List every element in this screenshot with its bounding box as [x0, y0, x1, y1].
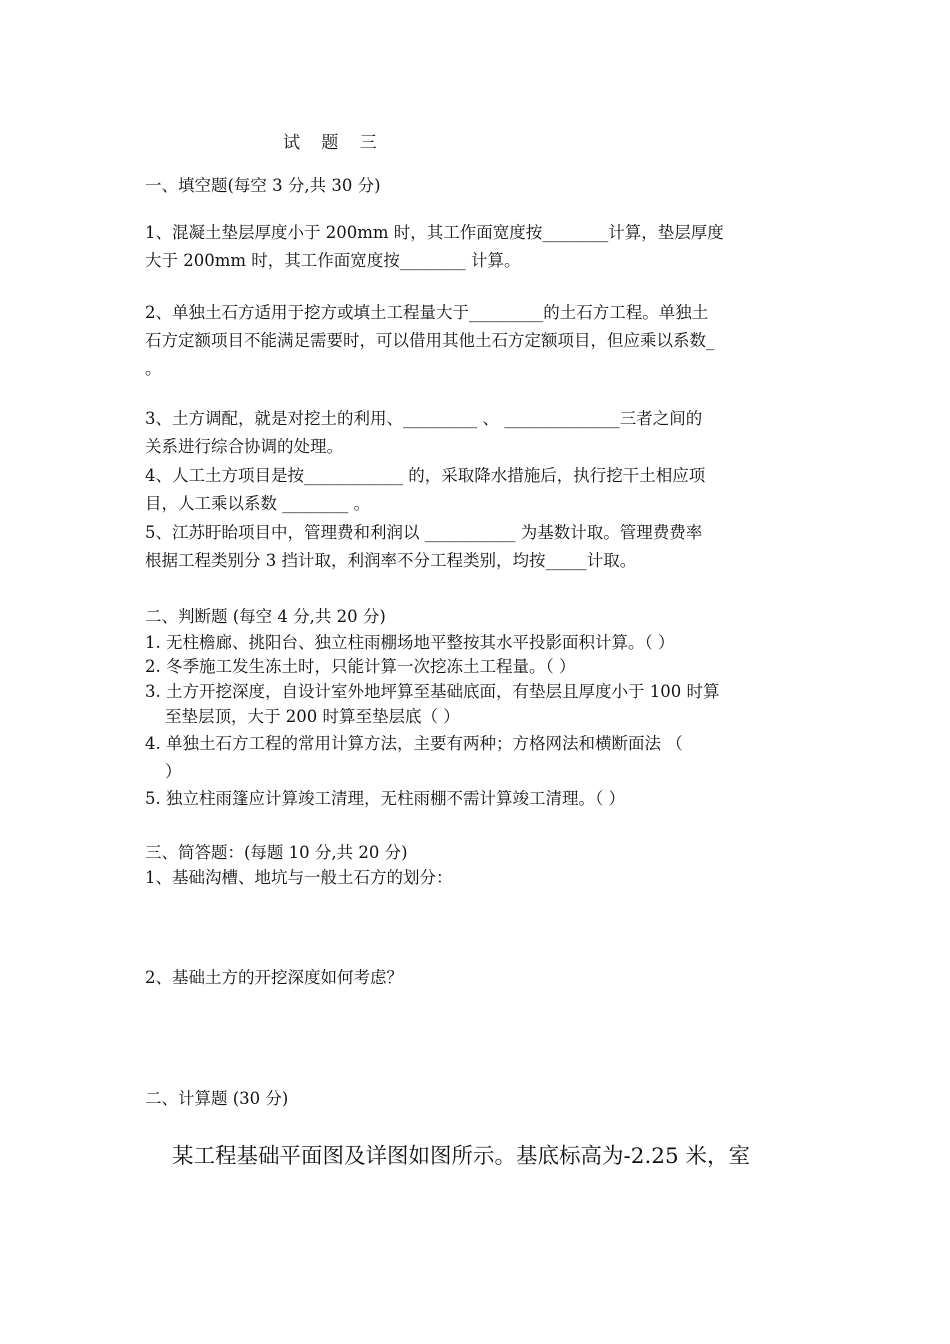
section4-heading: 二、计算题 (30 分)	[145, 1089, 289, 1108]
q2-line2: 石方定额项目不能满足需要时，可以借用其他土石方定额项目，但应乘以系数_	[145, 331, 715, 350]
section3-heading: 三、简答题：(每题 10 分,共 20 分)	[145, 843, 408, 862]
q2-line3: 。	[145, 359, 162, 378]
judge-item-3: 3. 土方开挖深度，自设计室外地坪算至基础底面，有垫层且厚度小于 100 时算	[145, 682, 720, 701]
q3-line1: 3、土方调配，就是对挖土的利用、_________ 、 ______________三者之间的	[145, 409, 703, 428]
q4-line2: 目，人工乘以系数 ________ 。	[145, 494, 370, 513]
q5-line1: 5、江苏盱眙项目中，管理费和利润以 ___________ 为基数计取。管理费费率	[145, 523, 703, 542]
calc-problem-text: 某工程基础平面图及详图如图所示。基底标高为-2.25 米，室	[172, 1144, 750, 1169]
q2-line1: 2、单独土石方适用于挖方或填土工程量大于_________的土石方工程。单独土	[145, 303, 709, 322]
section2-heading: 二、判断题 (每空 4 分,共 20 分)	[145, 607, 386, 626]
judge-item-3-cont: 至垫层顶，大于 200 时算至垫层底（ ）	[165, 707, 460, 726]
judge-item-5: 5. 独立柱雨篷应计算竣工清理，无柱雨棚不需计算竣工清理。（ ）	[145, 789, 625, 808]
short-answer-q1: 1、基础沟槽、地坑与一般土石方的划分：	[145, 868, 453, 887]
q5-line2: 根据工程类别分 3 挡计取，利润率不分工程类别，均按_____计取。	[145, 551, 637, 570]
q1-line2: 大于 200mm 时，其工作面宽度按________ 计算。	[145, 251, 521, 270]
q4-line1: 4、人工土方项目是按____________ 的，采取降水措施后，执行挖干土相应项	[145, 466, 706, 485]
judge-item-4: 4. 单独土石方工程的常用计算方法，主要有两种；方格网法和横断面法 （	[145, 734, 683, 753]
q1-line1: 1、混凝土垫层厚度小于 200mm 时，其工作面宽度按________计算，垫层厚度	[145, 223, 724, 242]
judge-item-2: 2. 冬季施工发生冻土时，只能计算一次挖冻土工程量。（ ）	[145, 657, 576, 676]
judge-item-4-cont: ）	[165, 762, 182, 781]
page-title: 试 题 三	[283, 133, 385, 153]
judge-item-1: 1. 无柱檐廊、挑阳台、独立柱雨棚场地平整按其水平投影面积计算。（ ）	[145, 633, 675, 652]
section1-heading: 一、填空题(每空 3 分,共 30 分)	[145, 176, 381, 195]
q3-line2: 关系进行综合协调的处理。	[145, 437, 343, 456]
short-answer-q2: 2、基础土方的开挖深度如何考虑？	[145, 968, 403, 987]
